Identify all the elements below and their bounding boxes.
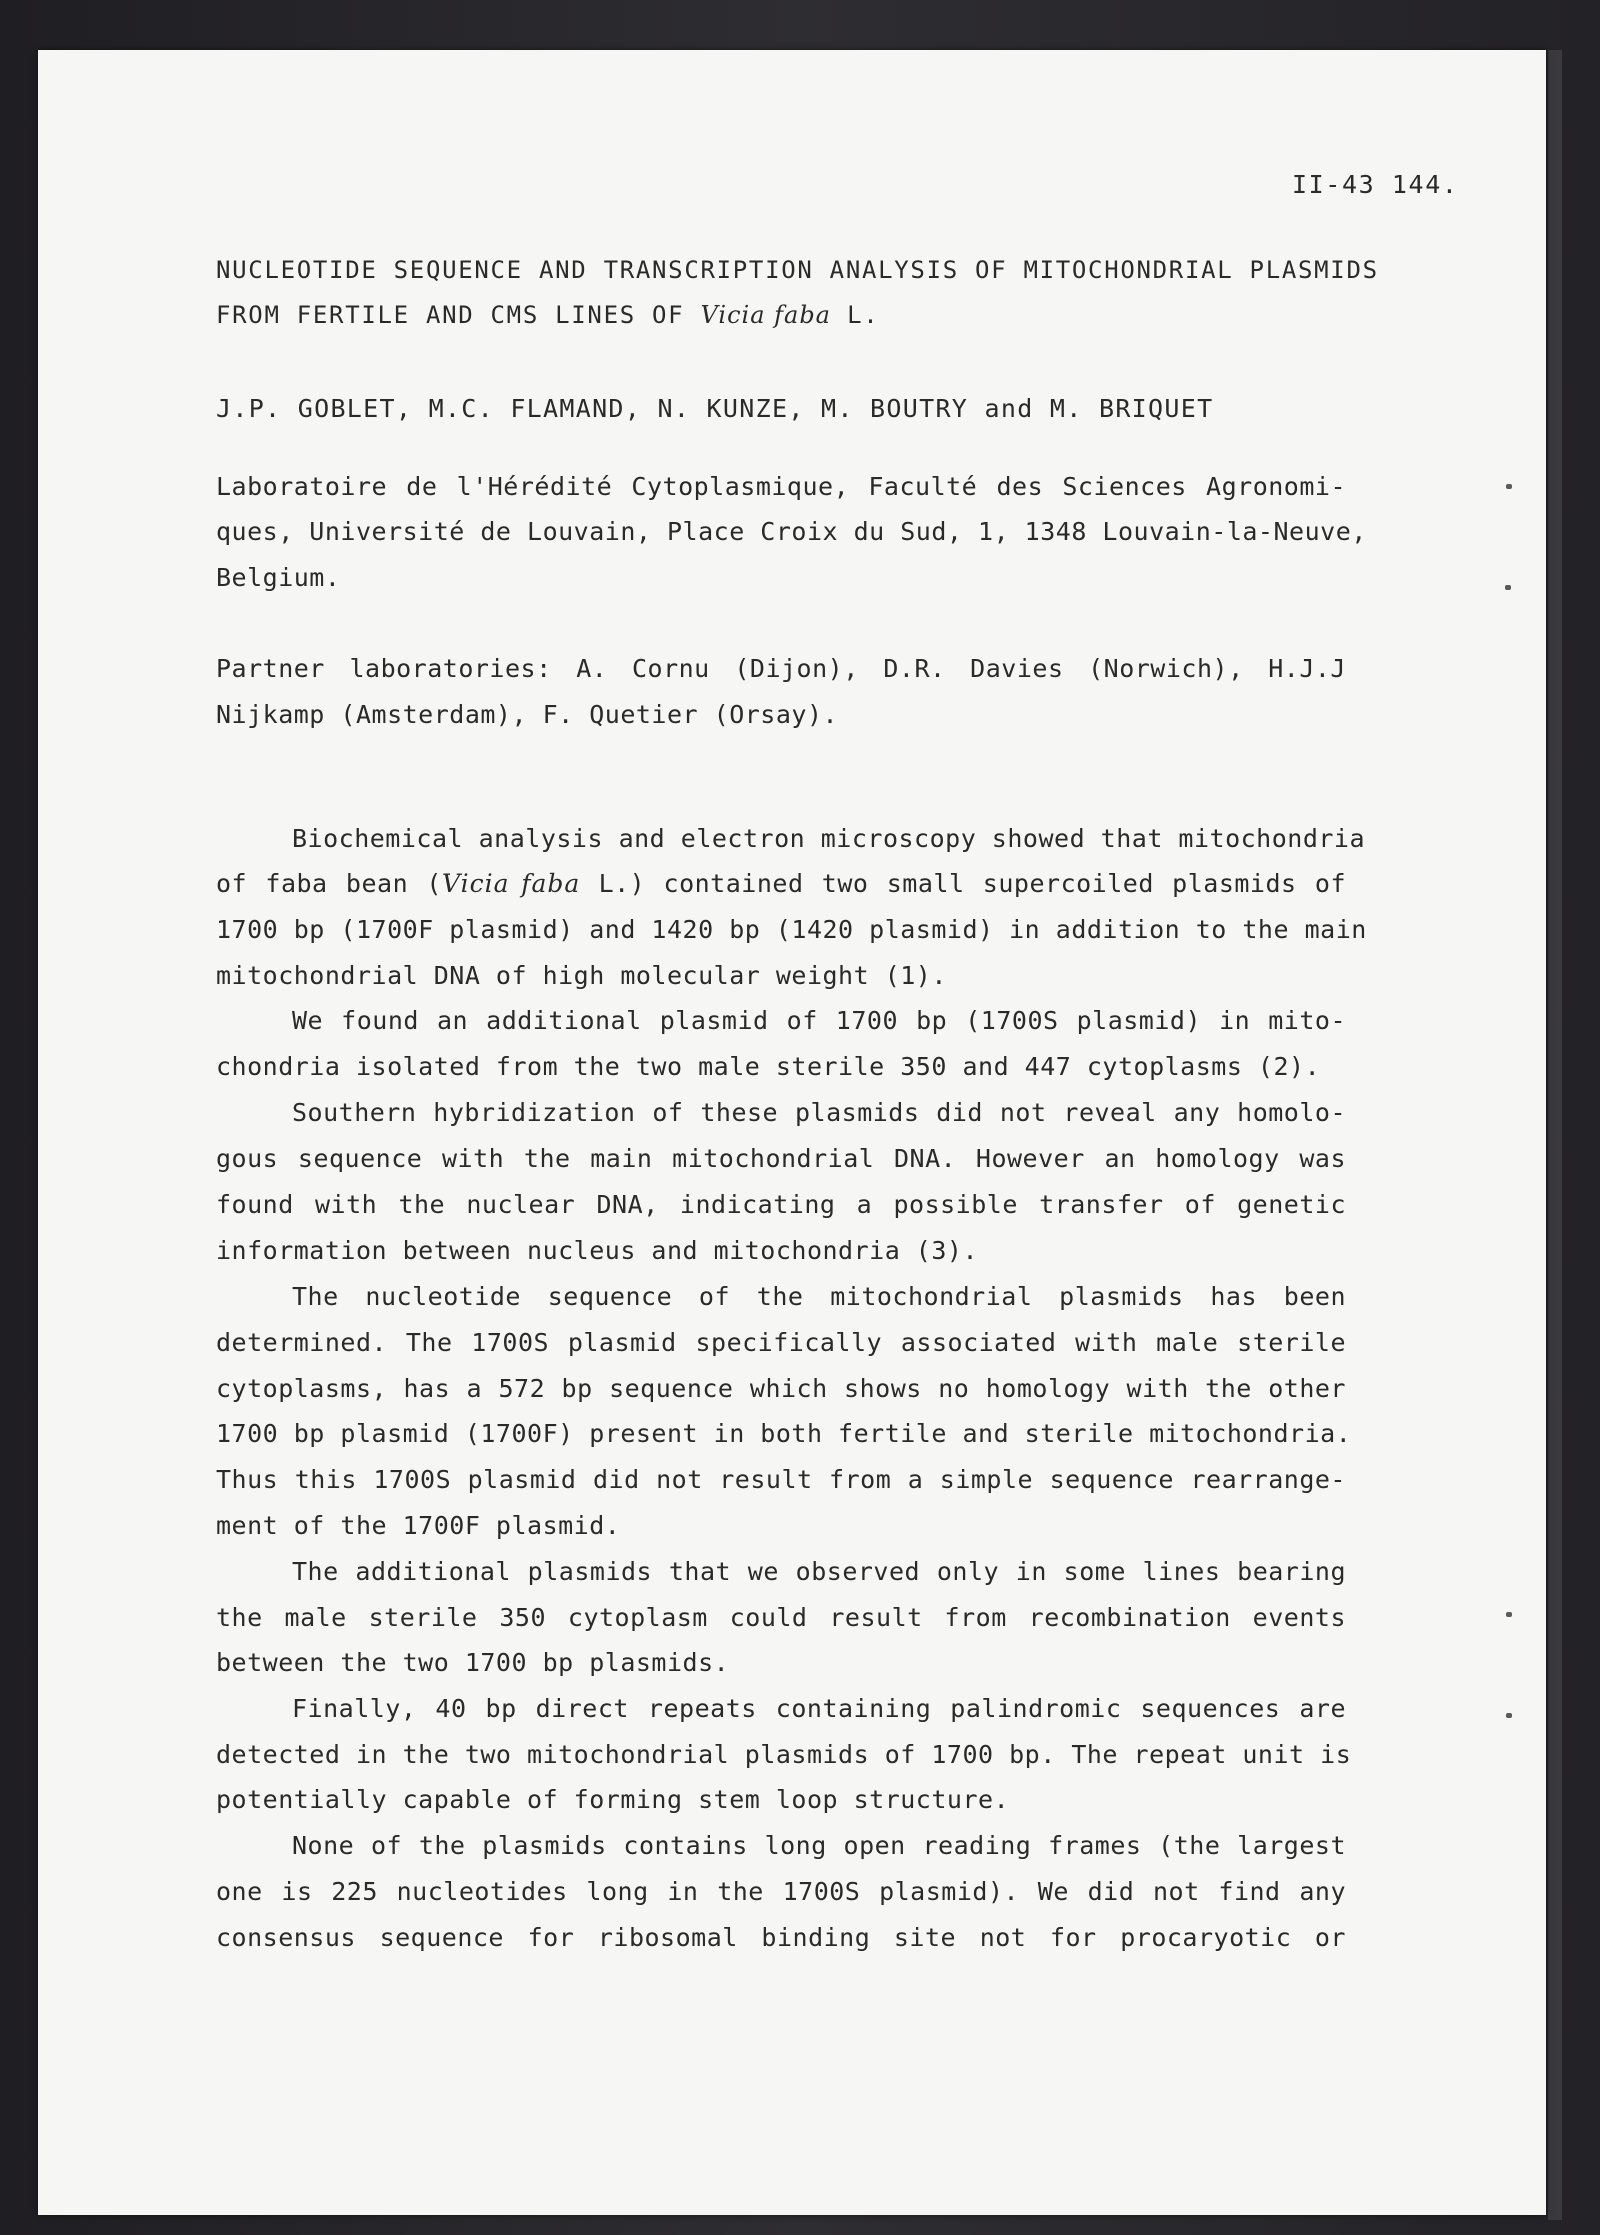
- margin-speck-4: [1506, 1713, 1512, 1718]
- body-p6-line-2: detected in the two mitochondrial plasmids of 1700 bp. The repeat unit is: [216, 1740, 1352, 1769]
- margin-speck-1: [1506, 484, 1512, 489]
- margin-speck-3: [1506, 1612, 1512, 1617]
- body-p4-line-1: The nucleotide sequence of the mitochondrial plasmids has been: [292, 1282, 1346, 1311]
- affiliation-line-1: Laboratoire de l'Hérédité Cytoplasmique, Faculté des Sciences Agronomi-: [216, 472, 1346, 501]
- body-p4-line-6: ment of the 1700F plasmid.: [216, 1511, 621, 1540]
- body-p1-line-2: [216, 869, 1346, 898]
- affiliation-line-2: ques, Université de Louvain, Place Croix du Sud, 1, 1348 Louvain-la-Neuve,: [216, 517, 1367, 546]
- body-p3-line-2: gous sequence with the main mitochondrial DNA. However an homology was: [216, 1144, 1346, 1173]
- title-species: Vicia faba: [700, 301, 831, 329]
- body-p7-line-3: consensus sequence for ribosomal binding site not for procaryotic or: [216, 1923, 1346, 1952]
- body-p4-line-2: determined. The 1700S plasmid specifically associated with male sterile: [216, 1328, 1346, 1357]
- body-p7-line-1: None of the plasmids contains long open reading frames (the largest: [292, 1831, 1346, 1860]
- body-p5-line-2: the male sterile 350 cytoplasm could result from recombination events: [216, 1603, 1346, 1632]
- body-p1-line-2-a: of faba bean (: [216, 869, 442, 898]
- body-p3-line-1: Southern hybridization of these plasmids did not reveal any homolo-: [292, 1098, 1346, 1127]
- body-p1-line-2-b: L.) contained two small supercoiled plasmids of: [580, 869, 1346, 898]
- page-number: II-43 144.: [1292, 170, 1459, 199]
- body-p2-line-2: chondria isolated from the two male sterile 350 and 447 cytoplasms (2).: [216, 1052, 1321, 1081]
- body-p3-line-4: information between nucleus and mitochondria (3).: [216, 1236, 979, 1265]
- partners-line-1: Partner laboratories: A. Cornu (Dijon), D.R. Davies (Norwich), H.J.J: [216, 654, 1346, 683]
- body-p2-line-1: We found an additional plasmid of 1700 bp (1700S plasmid) in mito-: [292, 1006, 1346, 1035]
- affiliation-line-3: Belgium.: [216, 563, 341, 592]
- body-p5-line-1: The additional plasmids that we observed only in some lines bearing: [292, 1557, 1346, 1586]
- body-p1-line-1: Biochemical analysis and electron microscopy showed that mitochondria: [292, 824, 1366, 853]
- title-line-2: [216, 301, 879, 329]
- body-p7-line-2: one is 225 nucleotides long in the 1700S plasmid). We did not find any: [216, 1877, 1346, 1906]
- authors: J.P. GOBLET, M.C. FLAMAND, N. KUNZE, M. BOUTRY and M. BRIQUET: [216, 394, 1214, 423]
- next-page-edge: [1548, 50, 1562, 2220]
- title-line-2-prefix: FROM FERTILE AND CMS LINES OF: [216, 301, 701, 329]
- body-p4-line-3: cytoplasms, has a 572 bp sequence which shows no homology with the other: [216, 1374, 1346, 1403]
- body-p3-line-3: found with the nuclear DNA, indicating a possible transfer of genetic: [216, 1190, 1346, 1219]
- body-p4-line-4: 1700 bp plasmid (1700F) present in both fertile and sterile mitochondria.: [216, 1419, 1352, 1448]
- body-p1-line-4: mitochondrial DNA of high molecular weight (1).: [216, 961, 947, 990]
- partners-line-2: Nijkamp (Amsterdam), F. Quetier (Orsay).: [216, 700, 839, 729]
- margin-speck-2: [1505, 585, 1511, 590]
- title-line-2-suffix: L.: [831, 301, 880, 329]
- body-p1-line-3: 1700 bp (1700F plasmid) and 1420 bp (1420 plasmid) in addition to the main: [216, 915, 1367, 944]
- body-p5-line-3: between the two 1700 bp plasmids.: [216, 1648, 730, 1677]
- body-p6-line-1: Finally, 40 bp direct repeats containing palindromic sequences are: [292, 1694, 1346, 1723]
- body-p4-line-5: Thus this 1700S plasmid did not result from a simple sequence rearrange-: [216, 1465, 1346, 1494]
- body-p6-line-3: potentially capable of forming stem loop structure.: [216, 1785, 1010, 1814]
- body-species: Vicia faba: [441, 869, 581, 898]
- title-line-1: NUCLEOTIDE SEQUENCE AND TRANSCRIPTION ANALYSIS OF MITOCHONDRIAL PLASMIDS: [216, 256, 1379, 284]
